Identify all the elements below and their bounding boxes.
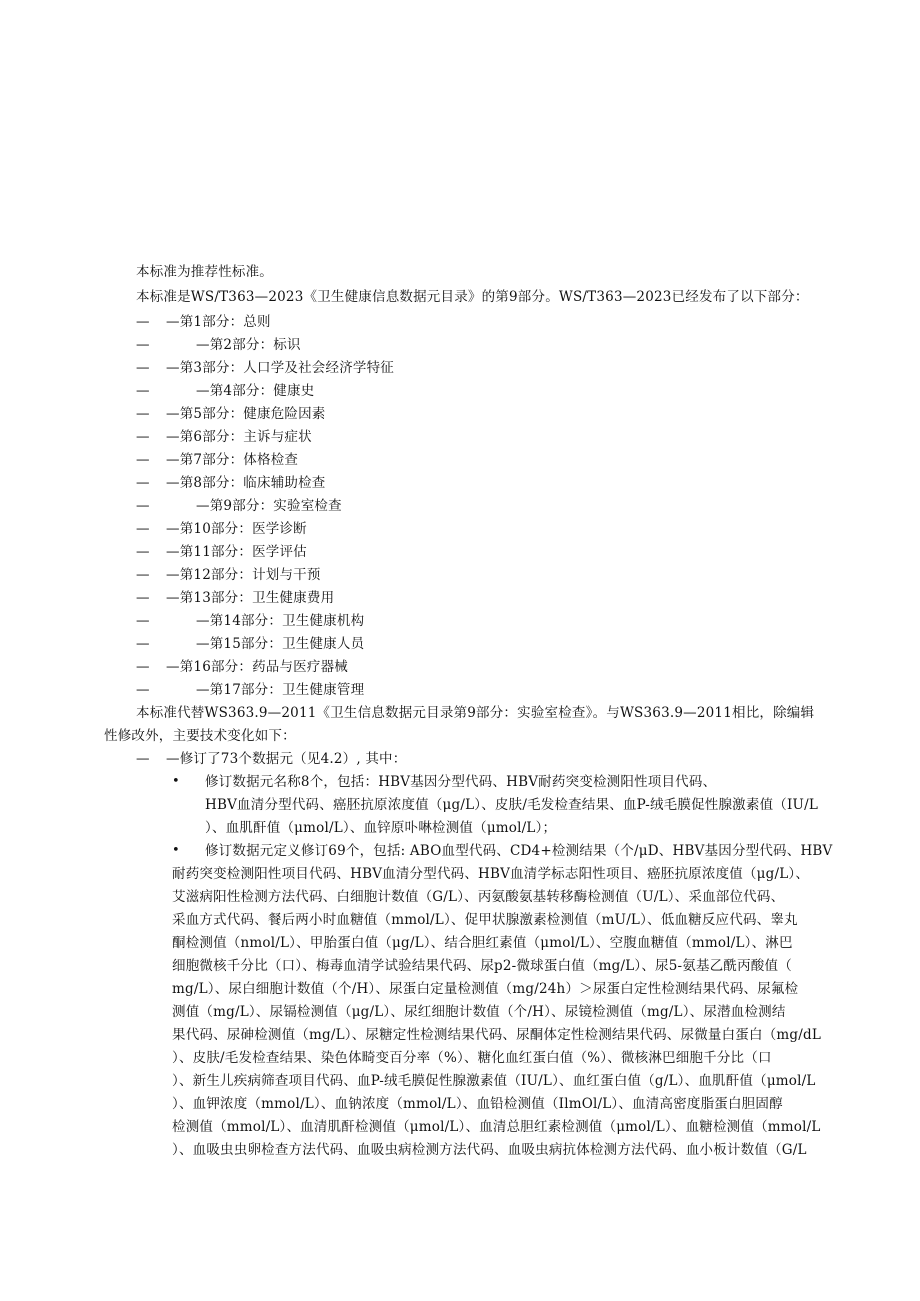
part-item: —第4部分：健康史 [196, 383, 315, 399]
list-dash: — [136, 383, 150, 399]
bullet2-line: 耐药突变检测阳性项目代码、HBV血清分型代码、HBV血清学标志阳性项目、癌胚抗原浓度值（μg/L）、 [172, 866, 810, 882]
part-item: —第16部分：药品与医疗器械 [166, 659, 348, 675]
part-item: —第1部分：总则 [166, 314, 271, 330]
part-item: —第7部分：体格检查 [166, 452, 299, 468]
list-dash: — [136, 314, 150, 330]
list-dash: — [136, 682, 150, 698]
part-item: —第9部分：实验室检查 [196, 498, 342, 514]
list-dash: — [136, 567, 150, 583]
bullet2-line: ）、血吸虫虫卵检查方法代码、血吸虫病检测方法代码、血吸虫病抗体检测方法代码、血小板计数值（G/L [172, 1142, 807, 1158]
list-dash: — [136, 613, 150, 629]
part-item: —第12部分：计划与干预 [166, 567, 321, 583]
bullet2-line: 果代码、尿砷检测值（mg/L）、尿糖定性检测结果代码、尿酮体定性检测结果代码、尿微量白蛋白（mg/dL [172, 1027, 822, 1043]
list-dash: — [136, 590, 150, 606]
list-dash: — [136, 337, 150, 353]
bullet2-line: 艾滋病阳性检测方法代码、白细胞计数值（G/L）、丙氨酸氨基转移酶检测值（U/L）、采血部位代码、 [172, 889, 785, 905]
list-dash: — [136, 429, 150, 445]
list-dash: — [136, 406, 150, 422]
list-dash: — [136, 498, 150, 514]
bullet2-line: 修订数据元定义修订69个，包括: ABO血型代码、CD4+检测结果（个/μD、HBV基因分型代码、HBV [205, 843, 833, 859]
bullet1-line: ）、血肌酐值（μmol/L）、血锌原卟啉检测值（μmol/L）； [205, 820, 557, 836]
part-item: —第8部分：临床辅助检查 [166, 475, 326, 491]
intro-line-2: 本标准是WS/T363—2023《卫生健康信息数据元目录》的第9部分。WS/T363—2023已经发布了以下部分： [136, 289, 809, 305]
intro-line-1: 本标准为推荐性标准。 [136, 264, 273, 280]
part-item: —第2部分：标识 [196, 337, 301, 353]
list-dash: — [136, 544, 150, 560]
bullet2-line: ）、血钾浓度（mmol/L）、血钠浓度（mmol/L）、血铅检测值（IlmOl/L）、血清高密度脂蛋白胆固醇 [172, 1096, 783, 1112]
part-item: —第5部分：健康危险因素 [166, 406, 326, 422]
list-dash: — [136, 475, 150, 491]
bullet-mark: • [172, 843, 180, 858]
bullet2-line: 检测值（mmol/L）、血清肌酐检测值（μmol/L）、血清总胆红素检测值（μmol/L）、血糖检测值（mmol/L [172, 1119, 821, 1135]
list-dash: — [136, 636, 150, 652]
part-item: —第14部分：卫生健康机构 [196, 613, 365, 629]
bullet1-line: HBV血清分型代码、癌胚抗原浓度值（μg/L）、皮肤/毛发检查结果、血P-绒毛膜促性腺激素值（IU/L [205, 797, 818, 813]
bullet2-line: 测值（mg/L）、尿镉检测值（μg/L）、尿红细胞计数值（个/H）、尿镜检测值（mg/L）、尿潜血检测结 [172, 1004, 786, 1020]
bullet2-line: ）、新生儿疾病筛查项目代码、血P-绒毛膜促性腺激素值（IU/L）、血红蛋白值（g/L）、血肌酐值（μmol/L [172, 1073, 816, 1089]
part-item: —第6部分：主诉与症状 [166, 429, 312, 445]
part-item: —第10部分：医学诊断 [166, 521, 307, 537]
replace-line-1: 本标准代替WS363.9—2011《卫生信息数据元目录第9部分：实验室检查》。与WS363.9—2011相比，除编辑 [136, 705, 815, 721]
part-item: —第13部分：卫生健康费用 [166, 590, 335, 606]
part-item: —第11部分：医学评估 [166, 544, 307, 560]
change-item: —修订了73个数据元（见4.2）, 其中： [166, 751, 407, 767]
bullet2-line: 酮检测值（nmol/L）、甲胎蛋白值（μg/L）、结合胆红素值（μmol/L）、空腹血糖值（mmol/L）、淋巴 [172, 935, 793, 951]
part-item: —第3部分：人口学及社会经济学特征 [166, 360, 394, 376]
bullet2-line: ）、皮肤/毛发检查结果、染色体畸变百分率（%）、糖化血红蛋白值（%）、微核淋巴细胞千分比（口 [172, 1050, 772, 1066]
part-item: —第17部分：卫生健康管理 [196, 682, 365, 698]
list-dash: — [136, 360, 150, 376]
list-dash: — [136, 452, 150, 468]
bullet2-line: mg/L）、尿白细胞计数值（个/H）、尿蛋白定量检测值（mg/24h）＞尿蛋白定性检测结果代码、尿氟检 [172, 981, 799, 997]
replace-line-2: 性修改外，主要技术变化如下： [104, 728, 296, 744]
bullet-mark: • [172, 774, 180, 789]
list-dash: — [136, 659, 150, 675]
bullet2-line: 细胞微核千分比（口）、梅毒血清学试验结果代码、尿p2-微球蛋白值（mg/L）、尿5-氨基乙酰丙酸值（ [172, 958, 792, 974]
bullet1-line: 修订数据元名称8个，包括：HBV基因分型代码、HBV耐药突变检测阳性项目代码、 [205, 774, 717, 790]
list-dash: — [136, 521, 150, 537]
bullet2-line: 采血方式代码、餐后两小时血糖值（mmol/L）、促甲状腺激素检测值（mU/L）、低血糖反应代码、睾丸 [172, 912, 798, 928]
list-dash: — [136, 751, 150, 767]
part-item: —第15部分：卫生健康人员 [196, 636, 365, 652]
